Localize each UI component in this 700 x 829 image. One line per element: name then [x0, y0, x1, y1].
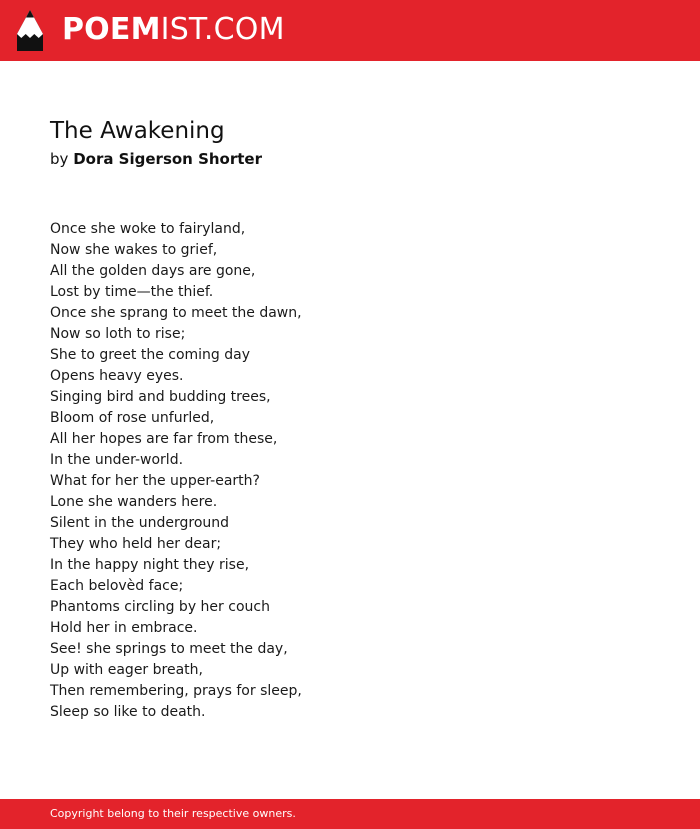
- poem-line: Once she woke to fairyland,: [50, 221, 246, 237]
- by-label: by: [50, 150, 69, 168]
- site-header: [0, 0, 700, 61]
- poem-line: In the under-world.: [50, 452, 184, 468]
- poem-byline: [50, 149, 262, 169]
- poem-line: Opens heavy eyes.: [50, 368, 184, 384]
- poem-line: Lost by time—the thief.: [50, 284, 214, 300]
- poem-line: Up with eager breath,: [50, 662, 203, 678]
- logo-light-text: IST.COM: [160, 12, 285, 47]
- poem-line: Each belovèd face;: [50, 578, 184, 594]
- poem-line: Sleep so like to death.: [50, 704, 206, 720]
- poem-line: Hold her in embrace.: [50, 620, 198, 636]
- poem-line: Bloom of rose unfurled,: [50, 410, 215, 426]
- pencil-icon[interactable]: [17, 10, 43, 51]
- poem-line: See! she springs to meet the day,: [50, 641, 288, 657]
- poem-body: [50, 219, 302, 723]
- poem-line: All the golden days are gone,: [50, 263, 256, 279]
- poem-line: Now so loth to rise;: [50, 326, 186, 342]
- poem-line: Singing bird and budding trees,: [50, 389, 271, 405]
- poem-line: She to greet the coming day: [50, 347, 251, 363]
- logo-bold-text: POEM: [62, 12, 161, 47]
- poem-line: All her hopes are far from these,: [50, 431, 278, 447]
- copyright-text: Copyright belong to their respective owners.: [50, 807, 296, 820]
- poem-title: The Awakening: [50, 118, 225, 144]
- poem-line: Once she sprang to meet the dawn,: [50, 305, 302, 321]
- poem-line: Phantoms circling by her couch: [50, 599, 270, 615]
- poem-author: Dora Sigerson Shorter: [73, 150, 262, 168]
- poem-line: Now she wakes to grief,: [50, 242, 218, 258]
- site-footer: [0, 799, 700, 829]
- poem-line: Then remembering, prays for sleep,: [50, 683, 302, 699]
- poem-line: In the happy night they rise,: [50, 557, 250, 573]
- poem-line: Silent in the underground: [50, 515, 230, 531]
- poem-line: What for her the upper-earth?: [50, 473, 260, 489]
- site-logo[interactable]: [62, 13, 285, 47]
- poem-line: Lone she wanders here.: [50, 494, 218, 510]
- poem-line: They who held her dear;: [50, 536, 222, 552]
